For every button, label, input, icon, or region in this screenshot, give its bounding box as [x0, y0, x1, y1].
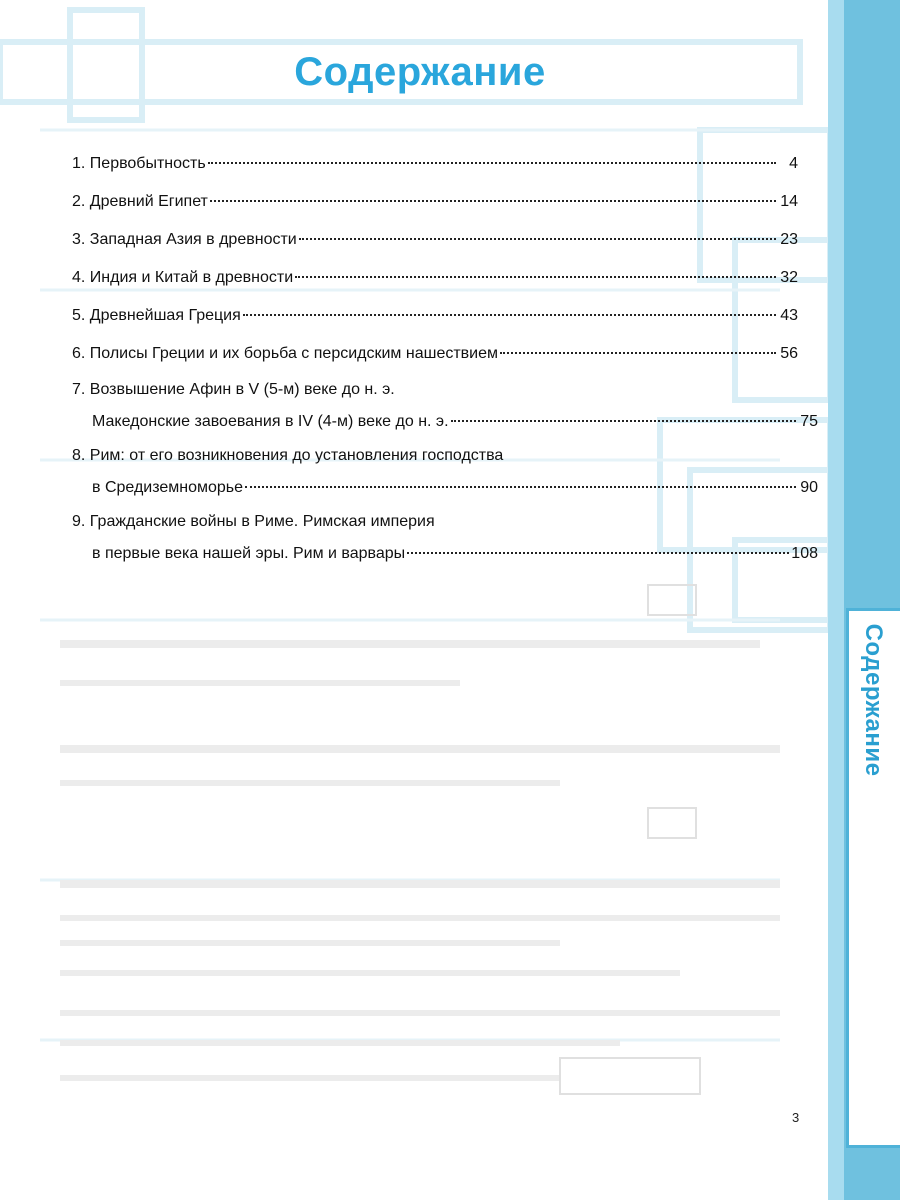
page-title: Содержание: [294, 50, 546, 94]
toc-entry-title: в Средиземноморье: [92, 479, 244, 496]
toc-entry-title: 6. Полисы Греции и их борьба с персидским нашествием: [72, 345, 498, 362]
dot-leader: [243, 314, 776, 316]
dot-leader: [208, 162, 776, 164]
toc-entry-title: в первые века нашей эры. Рим и варвары: [92, 545, 406, 562]
toc-entry-title: 4. Индия и Китай в древности: [72, 269, 294, 286]
toc-page-number: 108: [791, 545, 818, 562]
page-number: 3: [792, 1110, 800, 1125]
toc-line: [72, 506, 798, 538]
side-accent-stripe: [828, 0, 844, 1200]
toc-page-number: 14: [780, 193, 798, 210]
toc-entry-title: 7. Возвышение Афин в V (5-м) веке до н. э.: [72, 381, 395, 398]
toc-line: [72, 406, 818, 438]
toc-entry[interactable]: [72, 300, 798, 332]
toc-entry-title: 2. Древний Египет: [72, 193, 208, 210]
toc-page-number: 56: [780, 345, 798, 362]
toc-line: [72, 440, 798, 472]
toc-line: [72, 224, 798, 256]
toc-page-number: 75: [800, 413, 818, 430]
dot-leader: [299, 238, 776, 240]
dot-leader: [451, 420, 796, 422]
toc-entry-title: 3. Западная Азия в древности: [72, 231, 297, 248]
toc-entry[interactable]: [72, 506, 818, 570]
section-tab-label: Содержание: [860, 623, 887, 777]
toc-line: [72, 186, 798, 218]
toc-line: [72, 300, 798, 332]
toc-entry-title: Македонские завоевания в IV (4-м) веке до н. э.: [92, 413, 449, 430]
toc-line: [72, 472, 818, 504]
dot-leader: [407, 552, 789, 554]
toc-page-number: 90: [800, 479, 818, 496]
dot-leader: [210, 200, 776, 202]
toc-entry-title: 1. Первобытность: [72, 155, 206, 172]
toc-line: [72, 538, 818, 570]
toc-entry[interactable]: [72, 262, 798, 294]
toc-entry[interactable]: [72, 186, 798, 218]
dot-leader: [245, 486, 796, 488]
toc-line: [72, 374, 798, 406]
toc-entry-title: 8. Рим: от его возникновения до установления господства: [72, 447, 504, 464]
toc-line: [72, 338, 798, 370]
toc-line: [72, 148, 798, 180]
toc-entry-title: 5. Древнейшая Греция: [72, 307, 241, 324]
toc-entry[interactable]: [72, 148, 798, 180]
toc-entry[interactable]: [72, 440, 818, 504]
toc-entry-title: 9. Гражданские войны в Риме. Римская империя: [72, 513, 435, 530]
toc-entry[interactable]: [72, 224, 798, 256]
toc-page-number: 32: [780, 269, 798, 286]
dot-leader: [500, 352, 776, 354]
toc-page-number: 43: [780, 307, 798, 324]
toc-page-number: 4: [789, 155, 798, 172]
toc-entry[interactable]: [72, 374, 818, 438]
toc-page-number: 23: [780, 231, 798, 248]
toc-line: [72, 262, 798, 294]
dot-leader: [295, 276, 776, 278]
toc-entry[interactable]: [72, 338, 798, 370]
